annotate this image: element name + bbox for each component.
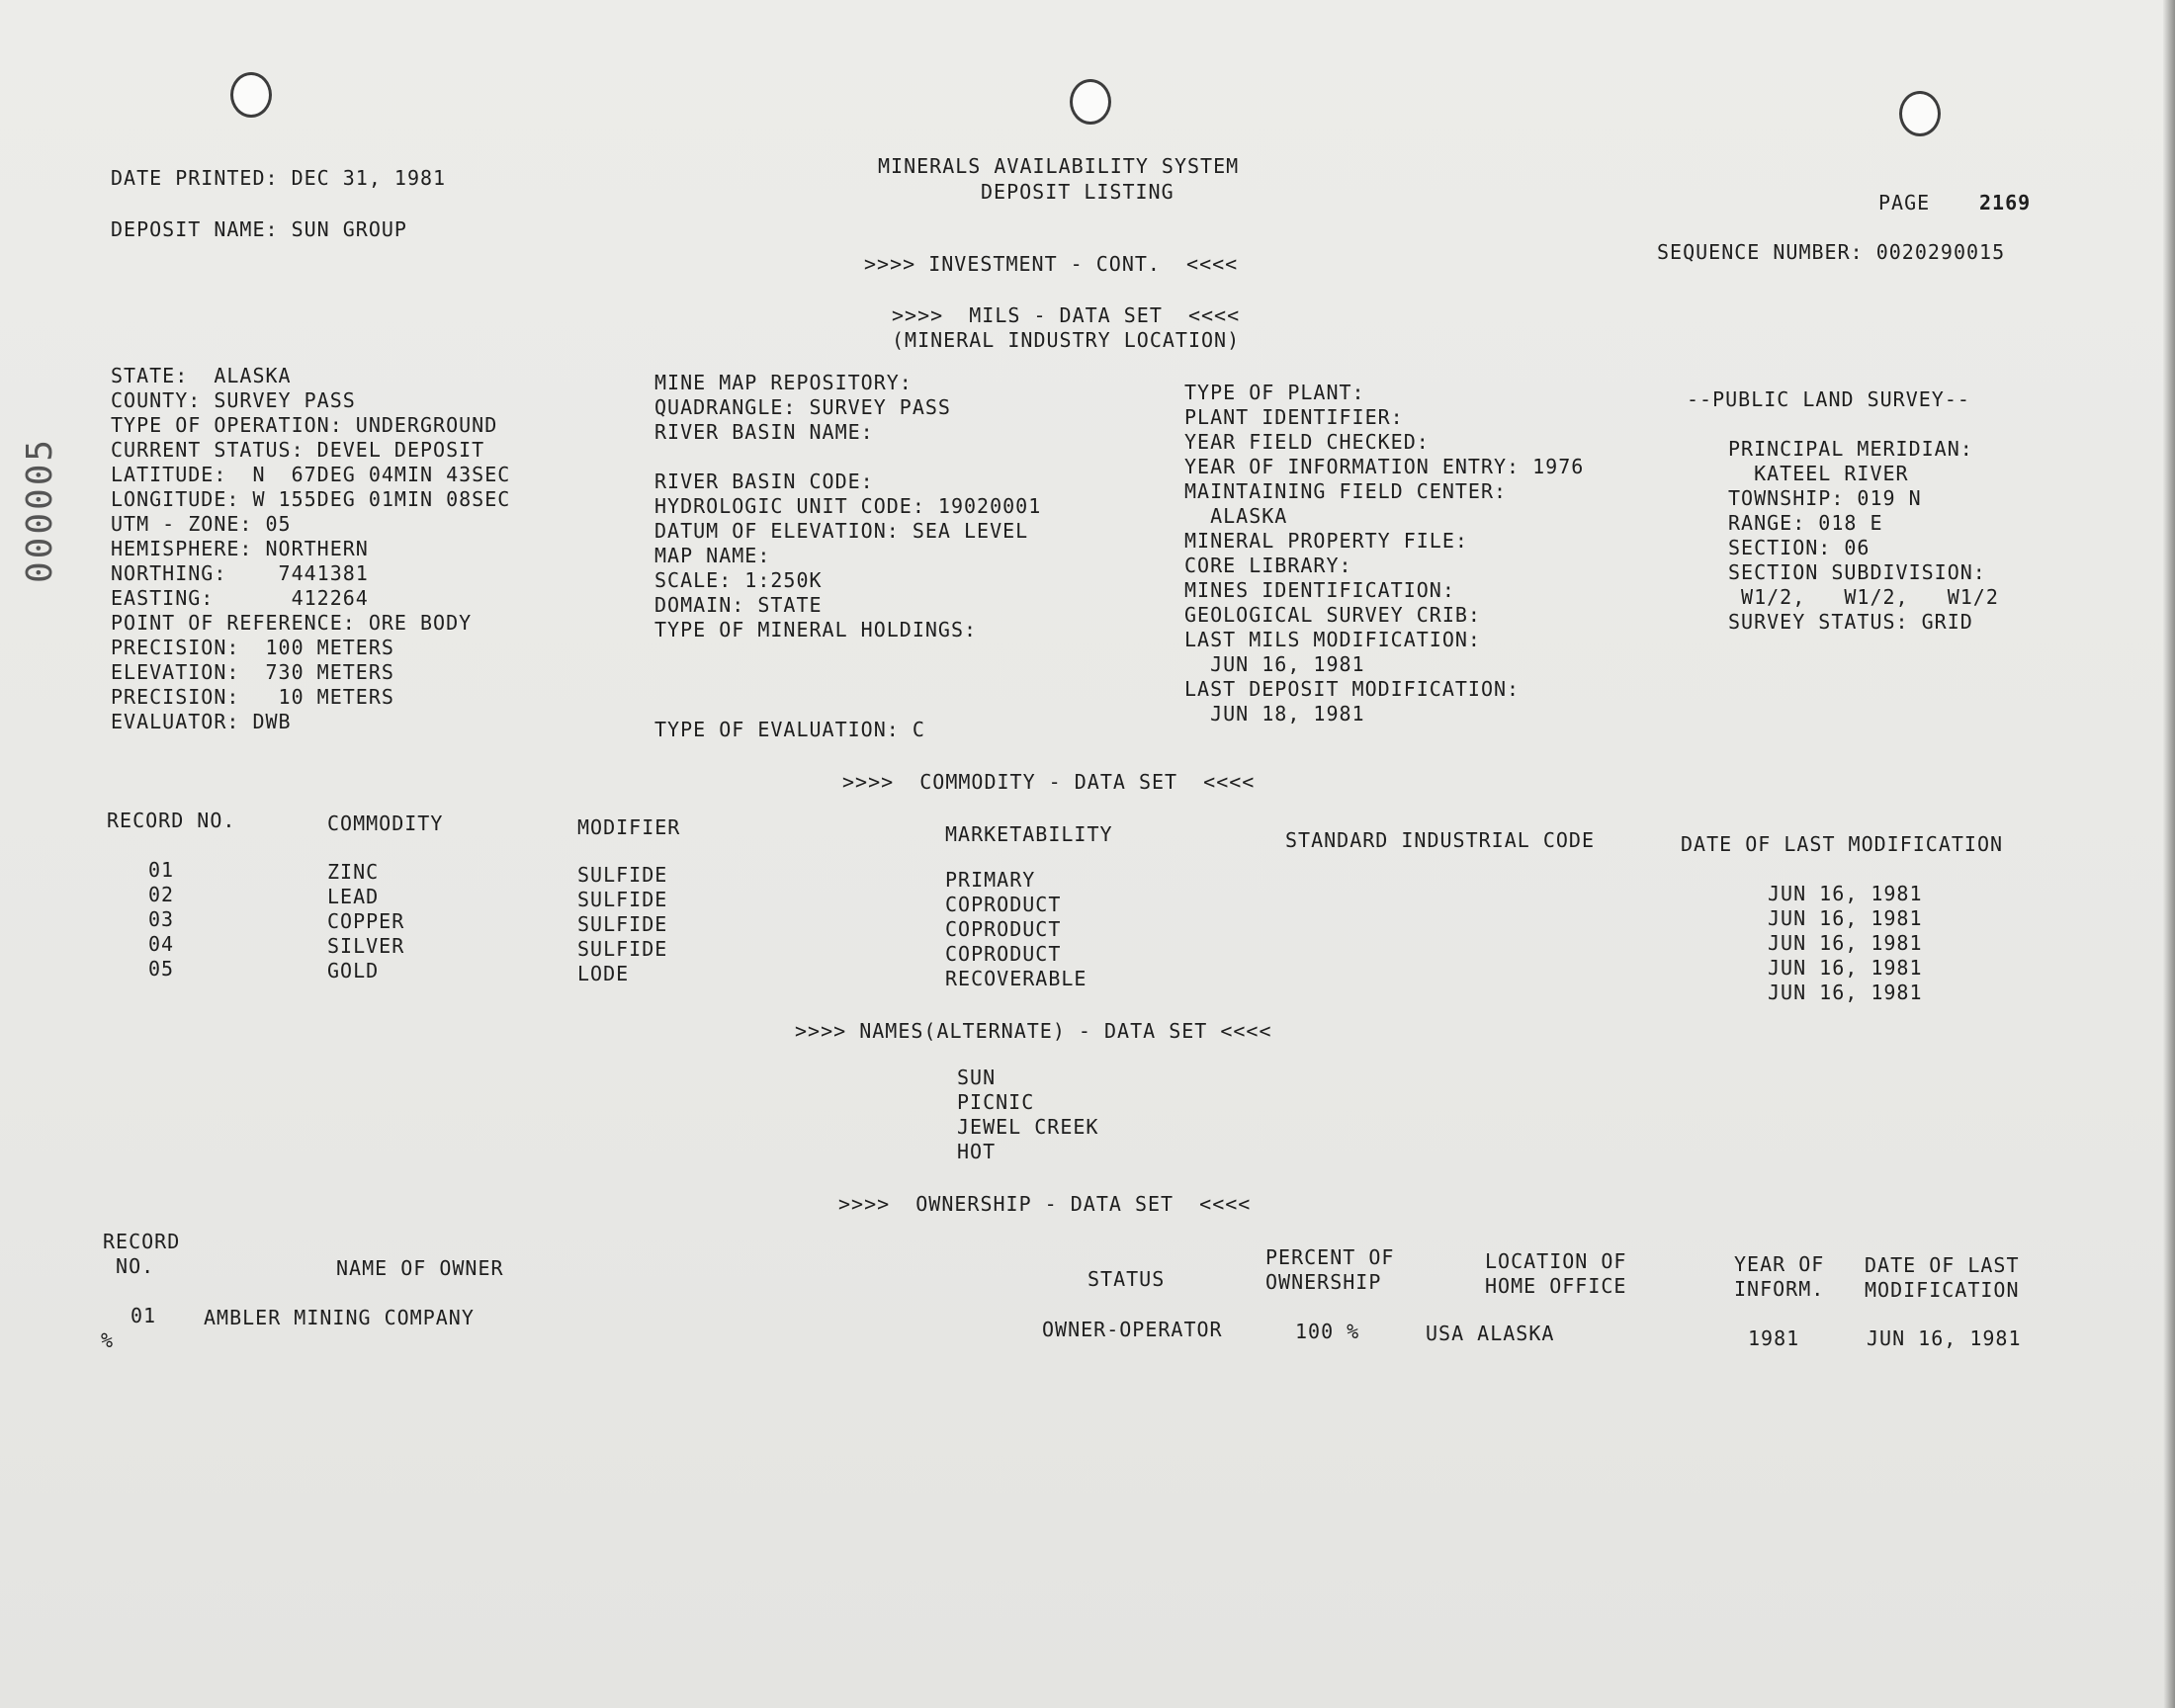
investment-heading: >>>> INVESTMENT - CONT. <<<< [864,252,1239,276]
loc-plant-identifier: PLANT IDENTIFIER: [1184,405,1404,429]
end-mark: % [101,1328,115,1352]
commodity-record: 01 [148,858,175,882]
system-title: MINERALS AVAILABILITY SYSTEM [878,154,1240,178]
loc-field-center-value: ALASKA [1184,504,1288,528]
loc-evaluator: EVALUATOR: DWB [111,710,292,733]
commodity-name: ZINC [327,860,380,884]
loc-domain: DOMAIN: STATE [654,593,823,617]
commodity-name: GOLD [327,959,380,982]
ownership-header-modification: MODIFICATION [1865,1278,2020,1302]
binder-hole-left [230,72,272,118]
ownership-header-no: NO. [103,1254,155,1278]
location-col-3 [1184,381,1584,726]
page-edge [2163,0,2175,1708]
loc-spacer [654,445,1041,470]
loc-easting: EASTING: 412264 [111,586,369,610]
alternate-name: JEWEL CREEK [957,1115,1099,1139]
ownership-header-name: NAME OF OWNER [336,1256,504,1280]
loc-last-deposit: LAST DEPOSIT MODIFICATION: [1184,677,1521,701]
loc-county: COUNTY: SURVEY PASS [111,388,356,412]
loc-quadrangle: QUADRANGLE: SURVEY PASS [654,395,951,419]
public-land-survey-title: --PUBLIC LAND SURVEY-- [1687,387,1970,411]
margin-stamp: 000005 [20,436,60,583]
loc-map-repository: MINE MAP REPOSITORY: [654,371,913,394]
location-col-2 [654,371,1041,642]
commodity-modifier: SULFIDE [577,937,668,961]
ownership-header-year: YEAR OF [1734,1252,1825,1276]
commodity-header-modifier: MODIFIER [577,815,681,839]
alternate-name: HOT [957,1140,997,1163]
page-number: 2169 [1979,191,2032,214]
ownership-header-home-office: HOME OFFICE [1485,1274,1627,1298]
commodity-market: PRIMARY [945,868,1036,892]
commodity-header-record: RECORD NO. [107,809,236,832]
commodity-market: COPRODUCT [945,893,1062,916]
ownership-header-percent: PERCENT OF [1265,1245,1395,1269]
commodity-market: COPRODUCT [945,917,1062,941]
commodity-names [327,860,404,983]
loc-crib: GEOLOGICAL SURVEY CRIB: [1184,603,1481,627]
pls-meridian: PRINCIPAL MERIDIAN: [1728,437,1973,461]
names-heading: >>>> NAMES(ALTERNATE) - DATA SET <<<< [795,1019,1272,1043]
pls-survey-status: SURVEY STATUS: GRID [1728,610,1973,634]
loc-core-library: CORE LIBRARY: [1184,554,1352,577]
commodity-record: 02 [148,883,175,906]
commodity-records [148,858,174,982]
commodity-modifier: SULFIDE [577,888,668,911]
loc-precision-2: PRECISION: 10 METERS [111,685,394,709]
loc-precision-1: PRECISION: 100 METERS [111,636,394,659]
deposit-name: DEPOSIT NAME: SUN GROUP [111,217,407,241]
commodity-header-commodity: COMMODITY [327,811,444,835]
commodity-heading: >>>> COMMODITY - DATA SET <<<< [842,770,1256,794]
loc-elevation: ELEVATION: 730 METERS [111,660,394,684]
commodity-date: JUN 16, 1981 [1768,906,1923,930]
location-col-4 [1728,437,1999,635]
loc-map-name: MAP NAME: [654,544,771,567]
loc-river-basin-name: RIVER BASIN NAME: [654,420,874,444]
commodity-dates [1768,882,1923,1005]
binder-hole-right [1899,91,1941,136]
loc-type-of-plant: TYPE OF PLANT: [1184,381,1365,404]
commodity-header-marketability: MARKETABILITY [945,822,1113,846]
commodity-name: SILVER [327,934,405,958]
location-col-1 [111,364,510,734]
loc-longitude: LONGITUDE: W 155DEG 01MIN 08SEC [111,487,511,511]
loc-year-field-checked: YEAR FIELD CHECKED: [1184,430,1430,454]
alternate-name: PICNIC [957,1090,1035,1114]
sequence-number: SEQUENCE NUMBER: 0020290015 [1657,240,2006,264]
commodity-date: JUN 16, 1981 [1768,981,1923,1004]
listing-title: DEPOSIT LISTING [981,180,1174,204]
loc-reference: POINT OF REFERENCE: ORE BODY [111,611,473,635]
loc-hydrologic-code: HYDROLOGIC UNIT CODE: 19020001 [654,494,1042,518]
mils-heading: >>>> MILS - DATA SET <<<< [892,303,1241,327]
owner-record: 01 [130,1304,157,1327]
loc-last-mils: LAST MILS MODIFICATION: [1184,628,1481,651]
loc-holdings: TYPE OF MINERAL HOLDINGS: [654,618,978,641]
commodity-date: JUN 16, 1981 [1768,882,1923,905]
loc-property-file: MINERAL PROPERTY FILE: [1184,529,1468,553]
alternate-names [957,1066,1098,1164]
loc-latitude: LATITUDE: N 67DEG 04MIN 43SEC [111,463,511,486]
commodity-modifier: LODE [577,962,630,985]
commodity-record: 03 [148,907,175,931]
binder-hole-center [1070,79,1111,125]
date-printed: DATE PRINTED: DEC 31, 1981 [111,166,447,190]
mils-subheading: (MINERAL INDUSTRY LOCATION) [892,328,1241,352]
owner-date: JUN 16, 1981 [1867,1326,2022,1350]
pls-section: SECTION: 06 [1728,536,1870,559]
commodity-header-sic: STANDARD INDUSTRIAL CODE [1285,828,1595,852]
commodity-modifiers [577,863,667,986]
owner-percent: 100 % [1295,1320,1360,1343]
page-label: PAGE [1878,191,1931,214]
loc-northing: NORTHING: 7441381 [111,561,369,585]
ownership-header-location: LOCATION OF [1485,1249,1627,1273]
ownership-heading: >>>> OWNERSHIP - DATA SET <<<< [838,1192,1252,1216]
commodity-header-date: DATE OF LAST MODIFICATION [1681,832,2004,856]
commodity-record: 04 [148,932,175,956]
commodity-name: LEAD [327,885,380,908]
pls-township: TOWNSHIP: 019 N [1728,486,1922,510]
loc-status: CURRENT STATUS: DEVEL DEPOSIT [111,438,485,462]
ownership-header-status: STATUS [1088,1267,1166,1291]
loc-last-mils-date: JUN 16, 1981 [1184,652,1365,676]
loc-scale: SCALE: 1:250K [654,568,823,592]
loc-datum: DATUM OF ELEVATION: SEA LEVEL [654,519,1029,543]
commodity-marketability [945,868,1087,991]
loc-hemisphere: HEMISPHERE: NORTHERN [111,537,369,560]
owner-status: OWNER-OPERATOR [1042,1318,1223,1341]
commodity-date: JUN 16, 1981 [1768,956,1923,980]
commodity-market: COPRODUCT [945,942,1062,966]
loc-state: STATE: ALASKA [111,364,292,387]
loc-river-basin-code: RIVER BASIN CODE: [654,470,874,493]
commodity-modifier: SULFIDE [577,912,668,936]
loc-field-center: MAINTAINING FIELD CENTER: [1184,479,1508,503]
loc-mines-id: MINES IDENTIFICATION: [1184,578,1455,602]
commodity-date: JUN 16, 1981 [1768,931,1923,955]
ownership-header-date: DATE OF LAST [1865,1253,2020,1277]
commodity-market: RECOVERABLE [945,967,1088,990]
type-of-evaluation: TYPE OF EVALUATION: C [654,718,925,741]
commodity-record: 05 [148,957,175,981]
owner-location: USA ALASKA [1426,1322,1555,1345]
pls-range: RANGE: 018 E [1728,511,1883,535]
commodity-name: COPPER [327,909,405,933]
ownership-header-inform: INFORM. [1734,1277,1825,1301]
loc-last-deposit-date: JUN 18, 1981 [1184,702,1365,726]
pls-meridian-value: KATEEL RIVER [1728,462,1909,485]
commodity-modifier: SULFIDE [577,863,668,887]
loc-operation: TYPE OF OPERATION: UNDERGROUND [111,413,498,437]
owner-name: AMBLER MINING COMPANY [204,1306,475,1329]
pls-subdivision: SECTION SUBDIVISION: [1728,560,1986,584]
pls-subdivision-value: W1/2, W1/2, W1/2 [1728,585,1999,609]
ownership-header-record: RECORD [103,1230,181,1253]
loc-utm-zone: UTM - ZONE: 05 [111,512,292,536]
loc-year-entry: YEAR OF INFORMATION ENTRY: 1976 [1184,455,1585,478]
owner-year: 1981 [1748,1326,1800,1350]
ownership-header-ownership: OWNERSHIP [1265,1270,1382,1294]
alternate-name: SUN [957,1066,997,1089]
